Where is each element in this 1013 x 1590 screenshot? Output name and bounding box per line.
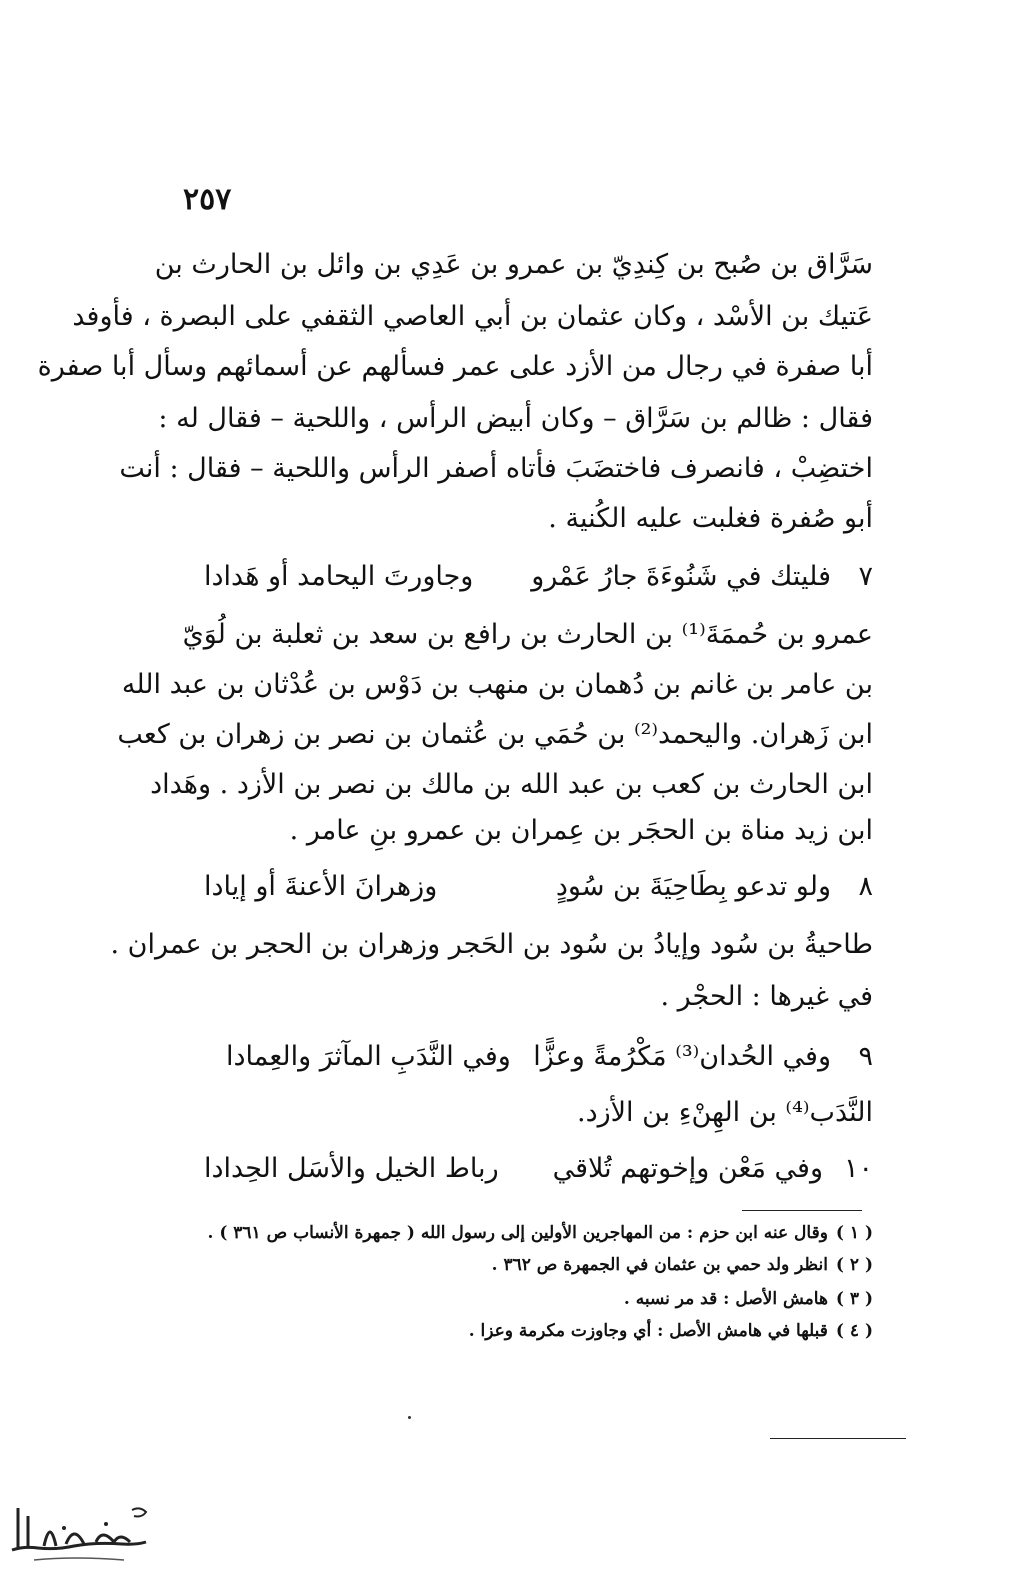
- footnote-text: انظر ولد حمي بن عثمان في الجمهرة ص ٣٦٢ .: [491, 1255, 828, 1275]
- text-line: طاحيةُ بن سُود وإيادُ بن سُود بن الحَجر وزهران بن الحجر بن عمران .: [110, 929, 873, 960]
- footnote: [180, 1286, 873, 1312]
- library-seal-icon: [4, 1488, 154, 1568]
- text-line: أبا صفرة في رجال من الأزد على عمر فسألهم عن أسمائهم وسأل أبا صفرة: [37, 351, 873, 382]
- text-line: ابن الحارث بن كعب بن عبد الله بن مالك بن نصر بن الأزد . وهَداد: [150, 769, 873, 800]
- text-line: سَرَّاق بن صُبح بن كِندِيّ بن عمرو بن عَدِي بن وائل بن الحارث بن: [154, 249, 873, 280]
- footnote: [180, 1318, 873, 1344]
- footnote-text: وقال عنه ابن حزم : من المهاجرين الأولين إلى رسول الله ( جمهرة الأنساب ص ٣٦١ ) .: [207, 1223, 828, 1243]
- verse-number: ٨: [858, 871, 873, 902]
- text-line: ابن زيد مناة بن الحجَر بن عِمران بن عمرو بنِ عامر .: [289, 815, 873, 846]
- verse-hemistich-1: ولو تدعو بِطَاحِيَةَ بن سُودٍ: [555, 871, 831, 902]
- footnote-text: قبلها في هامش الأصل : أي وجاوزت مكرمة وعزا .: [468, 1321, 828, 1341]
- text-line: عمرو بن حُممَةَ⁽¹⁾ بن الحارث بن رافع بن سعد بن ثعلبة بن لُوَيّ: [182, 619, 873, 650]
- verse-hemistich-2: وجاورتَ اليحامد أو هَدادا: [204, 561, 474, 592]
- text-line: فقال : ظالم بن سَرَّاق – وكان أبيض الرأس ، واللحية – فقال له :: [158, 403, 873, 434]
- footnote-number: ( ٢ ): [835, 1255, 873, 1275]
- text-line: في غيرها : الحجْر .: [660, 981, 873, 1012]
- footnote: [180, 1220, 873, 1246]
- verse-hemistich-2: وزهرانَ الأعنةَ أو إيادا: [204, 871, 438, 902]
- verse-hemistich-1: فليتك في شَنُوءَةَ جارُ عَمْرو: [531, 561, 831, 592]
- footnote-text: هامش الأصل : قد مر نسبه .: [623, 1289, 828, 1309]
- verse-hemistich-2: وفي النَّدَبِ المآثرَ والعِمادا: [226, 1041, 511, 1072]
- scan-speck: [408, 1416, 411, 1419]
- verse-number: ١٠: [843, 1153, 873, 1184]
- text-line: اختضِبْ ، فانصرف فاختضَبَ فأتاه أصفر الرأس واللحية – فقال : أنت: [119, 453, 873, 484]
- verse-hemistich-1: وفي مَعْن وإخوتهم تُلاقي: [552, 1153, 823, 1184]
- page-number: ٢٥٧: [183, 182, 232, 217]
- footnote: [180, 1252, 873, 1278]
- footnote-number: ( ٤ ): [835, 1321, 873, 1341]
- verse-number: ٩: [858, 1041, 873, 1072]
- verse-hemistich-2: رباط الخيل والأسَل الحِدادا: [204, 1153, 499, 1184]
- text-line: عَتيك بن الأسْد ، وكان عثمان بن أبي العاصي الثقفي على البصرة ، فأوفد: [72, 301, 873, 332]
- text-line: ابن زَهران. واليحمد⁽²⁾ بن حُمَي بن عُثمان بن نصر بن زهران بن كعب: [117, 719, 873, 750]
- footnote-number: ( ٣ ): [835, 1289, 873, 1309]
- verse-number: ٧: [858, 561, 873, 592]
- text-line: أبو صُفرة فغلبت عليه الكُنية .: [548, 503, 873, 534]
- text-line: النَّدَب⁽⁴⁾ بن الهِنْءِ بن الأزد.: [576, 1097, 873, 1128]
- footnote-divider: [742, 1210, 862, 1211]
- scan-line: [770, 1438, 906, 1439]
- footnote-number: ( ١ ): [835, 1223, 873, 1243]
- verse-hemistich-1: وفي الحُدان⁽³⁾ مَكْرُمةً وعزًّا: [533, 1041, 831, 1072]
- text-line: بن عامر بن غانم بن دُهمان بن منهب بن دَوْس بن عُدْثان بن عبد الله: [121, 669, 873, 700]
